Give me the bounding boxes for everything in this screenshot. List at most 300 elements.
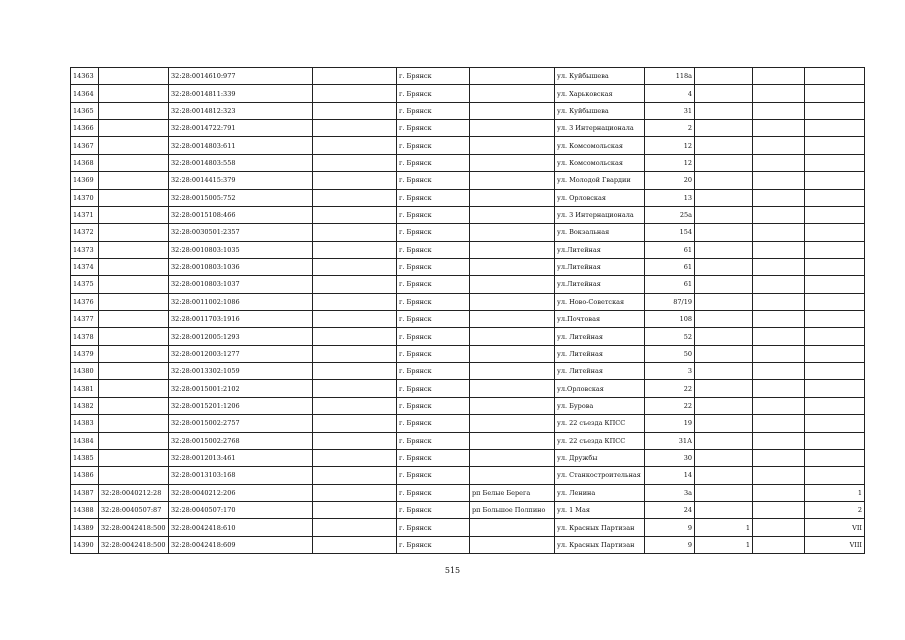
table-row [71, 311, 865, 328]
table-cell: г. Брянск [397, 241, 470, 258]
table-cell: 31 [645, 102, 695, 119]
table-cell [695, 449, 753, 466]
table-cell [753, 449, 805, 466]
table-cell [313, 345, 397, 362]
table-cell: г. Брянск [397, 345, 470, 362]
table-cell: 14366 [71, 120, 99, 137]
table-cell: 32:28:0015002:2768 [169, 432, 313, 449]
table-cell [99, 380, 169, 397]
table-cell [695, 363, 753, 380]
table-cell: ул. Молодой Гвардии [555, 172, 645, 189]
table-cell: г. Брянск [397, 293, 470, 310]
table-cell [695, 137, 753, 154]
table-cell: 14372 [71, 224, 99, 241]
table-cell [470, 137, 555, 154]
table-cell: 14384 [71, 432, 99, 449]
table-cell [753, 345, 805, 362]
table-cell [470, 397, 555, 414]
table-cell [695, 154, 753, 171]
table-cell: г. Брянск [397, 501, 470, 518]
table-cell: 32:28:0010803:1035 [169, 241, 313, 258]
table-cell [313, 467, 397, 484]
table-cell: 14378 [71, 328, 99, 345]
table-cell [753, 536, 805, 553]
table-cell: 61 [645, 276, 695, 293]
table-cell: 32:28:0015005:752 [169, 189, 313, 206]
table-cell [313, 415, 397, 432]
table-row [71, 519, 865, 536]
table-cell [313, 519, 397, 536]
table-cell [99, 224, 169, 241]
table-cell: г. Брянск [397, 258, 470, 275]
table-cell [99, 467, 169, 484]
table-cell: ул.Орловская [555, 380, 645, 397]
table-cell: ул. Литейная [555, 345, 645, 362]
table-cell [753, 85, 805, 102]
table-cell [99, 311, 169, 328]
table-cell: 32:28:0040212:206 [169, 484, 313, 501]
table-cell: рп Большое Полпино [470, 501, 555, 518]
table-cell [753, 519, 805, 536]
table-cell [695, 501, 753, 518]
table-cell: 9 [645, 519, 695, 536]
table-cell: г. Брянск [397, 328, 470, 345]
table-cell [805, 380, 865, 397]
table-cell: ул. Бурова [555, 397, 645, 414]
table-row [71, 276, 865, 293]
table-cell [313, 536, 397, 553]
table-cell [313, 102, 397, 119]
table-cell: 32:28:0011703:1916 [169, 311, 313, 328]
table-cell [99, 137, 169, 154]
table-cell: 32:28:0015002:2757 [169, 415, 313, 432]
table-cell: ул. Орловская [555, 189, 645, 206]
table-cell: 14383 [71, 415, 99, 432]
table-cell [470, 120, 555, 137]
table-cell [753, 397, 805, 414]
table-cell [695, 120, 753, 137]
table-cell [753, 258, 805, 275]
table-cell [470, 189, 555, 206]
table-cell: ул.Литейная [555, 258, 645, 275]
table-row [71, 432, 865, 449]
table-cell [470, 432, 555, 449]
table-row [71, 258, 865, 275]
table-cell: г. Брянск [397, 68, 470, 85]
table-cell [695, 484, 753, 501]
table-cell: г. Брянск [397, 102, 470, 119]
table-cell [805, 68, 865, 85]
table-cell: 14374 [71, 258, 99, 275]
table-row [71, 397, 865, 414]
table-cell [753, 276, 805, 293]
table-cell: 52 [645, 328, 695, 345]
table-cell: ул.Литейная [555, 276, 645, 293]
table-cell [695, 345, 753, 362]
table-cell [99, 397, 169, 414]
table-cell: 14387 [71, 484, 99, 501]
table-cell [753, 241, 805, 258]
table-cell: 32:28:0014803:611 [169, 137, 313, 154]
table-cell: 13 [645, 189, 695, 206]
table-cell: ул.Литейная [555, 241, 645, 258]
table-cell [695, 276, 753, 293]
table-cell: 32:28:0042418:610 [169, 519, 313, 536]
table-cell: 14376 [71, 293, 99, 310]
table-cell [313, 432, 397, 449]
table-cell: 14386 [71, 467, 99, 484]
table-cell [805, 258, 865, 275]
table-cell [99, 276, 169, 293]
table-cell [695, 397, 753, 414]
table-cell: 32:28:0013103:168 [169, 467, 313, 484]
table-cell: 14369 [71, 172, 99, 189]
table-cell [470, 276, 555, 293]
table-cell: 14389 [71, 519, 99, 536]
table-cell [753, 293, 805, 310]
table-cell: 32:28:0015001:2102 [169, 380, 313, 397]
table-cell [753, 328, 805, 345]
table-cell: 2 [645, 120, 695, 137]
table-cell [695, 172, 753, 189]
table-row [71, 449, 865, 466]
table-cell: ул. Литейная [555, 363, 645, 380]
table-cell [470, 519, 555, 536]
table-cell [805, 397, 865, 414]
table-cell [313, 206, 397, 223]
table-cell [753, 120, 805, 137]
table-cell: г. Брянск [397, 154, 470, 171]
table-cell: 32:28:0012003:1277 [169, 345, 313, 362]
table-row [71, 328, 865, 345]
table-cell: 32:28:0014803:558 [169, 154, 313, 171]
table-cell [753, 415, 805, 432]
table-row [71, 189, 865, 206]
table-cell [313, 224, 397, 241]
table-cell [313, 397, 397, 414]
table-cell: ул. Красных Партизан [555, 536, 645, 553]
table-cell [99, 85, 169, 102]
table-cell [805, 137, 865, 154]
table-cell: ул. 3 Интернационала [555, 120, 645, 137]
table-row [71, 380, 865, 397]
table-cell: 14379 [71, 345, 99, 362]
table-cell [805, 449, 865, 466]
table-cell [313, 189, 397, 206]
table-cell: 32:28:0013302:1059 [169, 363, 313, 380]
table-row [71, 172, 865, 189]
table-cell: ул. Литейная [555, 328, 645, 345]
table-cell: ул. Харьковская [555, 85, 645, 102]
table-cell: ул. Ленина [555, 484, 645, 501]
table-row [71, 484, 865, 501]
table-cell: 25а [645, 206, 695, 223]
table-cell: 32:28:0015108:466 [169, 206, 313, 223]
table-cell: ул. Вокзальная [555, 224, 645, 241]
table-cell [313, 276, 397, 293]
table-cell: г. Брянск [397, 120, 470, 137]
table-cell [470, 293, 555, 310]
table-cell [470, 258, 555, 275]
table-cell: г. Брянск [397, 276, 470, 293]
table-cell: 12 [645, 154, 695, 171]
table-cell: г. Брянск [397, 467, 470, 484]
table-cell [695, 206, 753, 223]
table-cell [99, 189, 169, 206]
table-cell: ул. 3 Интернационала [555, 206, 645, 223]
table-row [71, 293, 865, 310]
table-cell [753, 102, 805, 119]
table-cell: г. Брянск [397, 449, 470, 466]
table-cell [470, 380, 555, 397]
table-cell [99, 258, 169, 275]
table-cell: 108 [645, 311, 695, 328]
table-cell [805, 85, 865, 102]
table-cell [753, 432, 805, 449]
table-cell [99, 363, 169, 380]
table-cell: 24 [645, 501, 695, 518]
table-row [71, 363, 865, 380]
table-cell: VII [805, 519, 865, 536]
table-cell [753, 137, 805, 154]
table-cell: 32:28:0010803:1037 [169, 276, 313, 293]
table-cell: г. Брянск [397, 172, 470, 189]
table-cell: ул. Куйбышева [555, 102, 645, 119]
table-cell: ул.Почтовая [555, 311, 645, 328]
table-cell: 32:28:0014812:323 [169, 102, 313, 119]
table-cell: ул. Красных Партизан [555, 519, 645, 536]
table-cell [313, 258, 397, 275]
table-cell: 30 [645, 449, 695, 466]
table-cell [313, 120, 397, 137]
table-cell [313, 484, 397, 501]
table-cell [99, 120, 169, 137]
table-cell [805, 276, 865, 293]
table-cell: 32:28:0042418:500 [99, 536, 169, 553]
table-cell [99, 328, 169, 345]
table-cell: 14370 [71, 189, 99, 206]
table-cell [805, 154, 865, 171]
table-cell [470, 415, 555, 432]
table-cell: ул. 1 Мая [555, 501, 645, 518]
table-cell [470, 467, 555, 484]
table-cell [805, 293, 865, 310]
table-cell [313, 293, 397, 310]
page-number: 515 [444, 566, 461, 575]
table-cell: ул. Ново-Советская [555, 293, 645, 310]
table-cell: 32:28:0014415:379 [169, 172, 313, 189]
table-cell: 14363 [71, 68, 99, 85]
table-cell [753, 224, 805, 241]
table-cell: 32:28:0042418:609 [169, 536, 313, 553]
table-cell: 32:28:0030501:2357 [169, 224, 313, 241]
table-cell: г. Брянск [397, 536, 470, 553]
table-cell [99, 449, 169, 466]
table-cell [313, 68, 397, 85]
table-cell [99, 68, 169, 85]
table-cell: 32:28:0040507:170 [169, 501, 313, 518]
table-cell: 61 [645, 258, 695, 275]
table-cell [805, 102, 865, 119]
table-cell: 14368 [71, 154, 99, 171]
table-cell: 14385 [71, 449, 99, 466]
table-cell [695, 328, 753, 345]
table-cell [695, 258, 753, 275]
table-cell: 50 [645, 345, 695, 362]
table-cell [805, 467, 865, 484]
table-cell: 118а [645, 68, 695, 85]
table-cell: 61 [645, 241, 695, 258]
table-cell: 3а [645, 484, 695, 501]
table-cell: г. Брянск [397, 137, 470, 154]
table-cell: 1 [695, 536, 753, 553]
table-row [71, 154, 865, 171]
table-cell [753, 501, 805, 518]
table-row [71, 536, 865, 553]
table-cell: 32:28:0011002:1086 [169, 293, 313, 310]
table-cell [99, 415, 169, 432]
table-cell: 32:28:0040507:87 [99, 501, 169, 518]
table-cell [99, 293, 169, 310]
table-cell [753, 311, 805, 328]
table-row [71, 102, 865, 119]
table-cell [805, 189, 865, 206]
table-cell [99, 172, 169, 189]
table-cell: г. Брянск [397, 85, 470, 102]
table-cell [470, 536, 555, 553]
table-cell [695, 311, 753, 328]
table-cell: 14367 [71, 137, 99, 154]
table-cell: г. Брянск [397, 380, 470, 397]
table-cell: 32:28:0040212:28 [99, 484, 169, 501]
table-cell: г. Брянск [397, 415, 470, 432]
table-cell [695, 293, 753, 310]
table-cell: 14381 [71, 380, 99, 397]
table-cell: ул. Комсомольская [555, 137, 645, 154]
table-row [71, 120, 865, 137]
table-cell: 20 [645, 172, 695, 189]
table-cell: г. Брянск [397, 311, 470, 328]
table-cell: ул. Дружбы [555, 449, 645, 466]
table-cell [805, 328, 865, 345]
table-cell: 31А [645, 432, 695, 449]
table-cell [753, 363, 805, 380]
table-row [71, 241, 865, 258]
table-cell: г. Брянск [397, 432, 470, 449]
table-cell [313, 154, 397, 171]
table-cell: 14373 [71, 241, 99, 258]
table-cell [99, 432, 169, 449]
table-cell: 32:28:0042418:500 [99, 519, 169, 536]
table-cell [470, 206, 555, 223]
table-cell [99, 241, 169, 258]
table-cell: 14388 [71, 501, 99, 518]
table-cell [695, 415, 753, 432]
table-cell: 22 [645, 380, 695, 397]
table-cell: 87/19 [645, 293, 695, 310]
table-cell [313, 328, 397, 345]
table-cell [313, 311, 397, 328]
table-cell [313, 241, 397, 258]
table-cell [753, 380, 805, 397]
table-cell: г. Брянск [397, 206, 470, 223]
table-cell: г. Брянск [397, 484, 470, 501]
table-cell: 2 [805, 501, 865, 518]
table-cell [695, 68, 753, 85]
table-cell: 19 [645, 415, 695, 432]
table-cell [753, 172, 805, 189]
table-row [71, 137, 865, 154]
table-cell [753, 68, 805, 85]
table-cell [470, 172, 555, 189]
table-cell [99, 345, 169, 362]
table-cell [470, 363, 555, 380]
table-cell: VIII [805, 536, 865, 553]
table-cell [753, 189, 805, 206]
table-cell [470, 154, 555, 171]
table-cell [470, 311, 555, 328]
table-cell [805, 415, 865, 432]
table-cell [99, 154, 169, 171]
table-cell: 32:28:0012005:1293 [169, 328, 313, 345]
table-cell: 4 [645, 85, 695, 102]
table-cell: 1 [695, 519, 753, 536]
table-cell [805, 120, 865, 137]
table-cell [470, 102, 555, 119]
table-cell [753, 484, 805, 501]
table-cell [805, 206, 865, 223]
table-cell: 14364 [71, 85, 99, 102]
table-cell: 14380 [71, 363, 99, 380]
table-cell: г. Брянск [397, 397, 470, 414]
table-cell [470, 68, 555, 85]
table-cell [805, 363, 865, 380]
table-cell [805, 241, 865, 258]
table-cell [99, 102, 169, 119]
table-cell [313, 380, 397, 397]
table-cell [99, 206, 169, 223]
table-row [71, 224, 865, 241]
table-cell: 14 [645, 467, 695, 484]
table-cell [313, 363, 397, 380]
table-cell: 154 [645, 224, 695, 241]
table-cell [313, 449, 397, 466]
table-cell [313, 137, 397, 154]
table-cell [695, 467, 753, 484]
table-cell: г. Брянск [397, 363, 470, 380]
table-row [71, 501, 865, 518]
table-cell: 3 [645, 363, 695, 380]
table-cell [805, 224, 865, 241]
table-row [71, 415, 865, 432]
table-cell: 32:28:0014610:977 [169, 68, 313, 85]
table-row [71, 206, 865, 223]
table-cell: 14375 [71, 276, 99, 293]
table-cell [695, 380, 753, 397]
table-row [71, 68, 865, 85]
table-cell [753, 154, 805, 171]
table-cell: 9 [645, 536, 695, 553]
table-cell [753, 206, 805, 223]
table-cell [753, 467, 805, 484]
table-cell: рп Белые Берега [470, 484, 555, 501]
table-row [71, 85, 865, 102]
table-cell: ул. Станкостроительная [555, 467, 645, 484]
table-cell: г. Брянск [397, 189, 470, 206]
table-cell [470, 345, 555, 362]
table-cell: 32:28:0014722:791 [169, 120, 313, 137]
table-cell: ул. 22 съезда КПСС [555, 415, 645, 432]
